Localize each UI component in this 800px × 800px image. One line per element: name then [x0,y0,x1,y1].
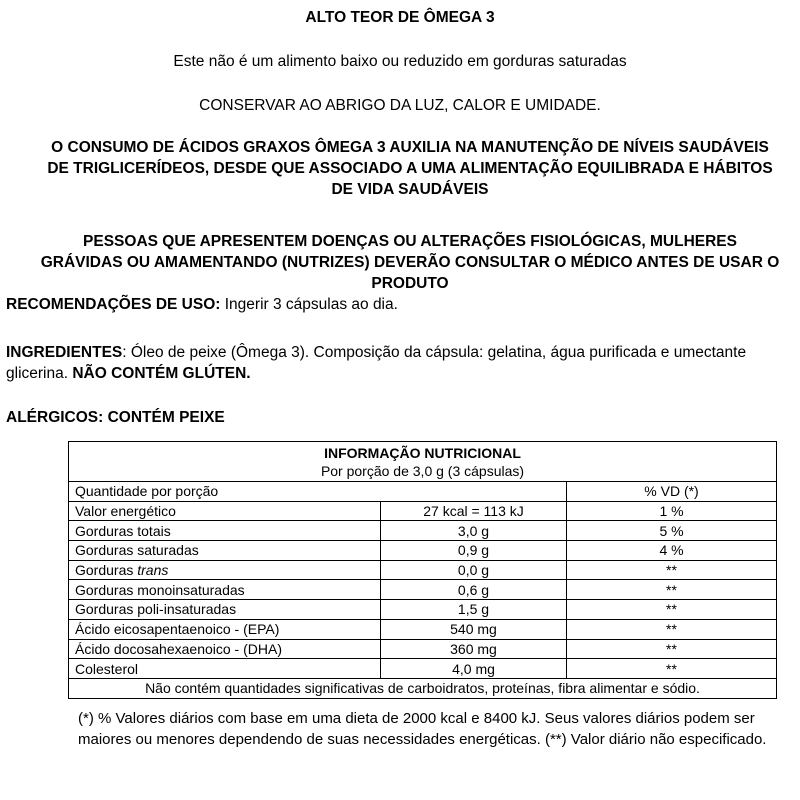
nutrient-name: Ácido eicosapentaenoico - (EPA) [69,619,381,639]
ingredients [6,342,796,384]
nutrient-name: Gorduras poli-insaturadas [69,600,381,620]
usage-text: Ingerir 3 cápsulas ao dia. [220,296,398,313]
ingredients-label: INGREDIENTES [6,344,123,361]
nutrient-vd: ** [567,580,777,600]
nutrient-name: Colesterol [69,659,381,679]
nutrient-vd: ** [567,659,777,679]
table-row [69,600,777,620]
nutrient-vd: 1 % [567,501,777,521]
header-vd: % VD (*) [567,482,777,502]
allergens: ALÉRGICOS: CONTÉM PEIXE [6,409,225,426]
nutrient-vd: ** [567,619,777,639]
table-row [69,619,777,639]
table-header-row [69,482,777,502]
serving-size: Por porção de 3,0 g (3 cápsulas) [320,463,525,479]
table-row [69,560,777,580]
nutrition-table-header [68,441,777,481]
title-high-omega3: ALTO TEOR DE ÔMEGA 3 [305,9,495,26]
nutrient-name: Ácido docosahexaenoico - (DHA) [69,639,381,659]
storage-instructions: CONSERVAR AO ABRIGO DA LUZ, CALOR E UMIDADE. [199,97,601,114]
table-footer-row [69,678,777,698]
nutrient-name: Gorduras monoinsaturadas [69,580,381,600]
nutrient-name: Gorduras saturadas [69,541,381,561]
table-row [69,639,777,659]
nutrient-amount: 1,5 g [381,600,567,620]
nutrient-amount: 4,0 mg [381,659,567,679]
nutrient-amount: 3,0 g [381,521,567,541]
nutrient-vd: ** [567,560,777,580]
nutrient-vd: 4 % [567,541,777,561]
table-row [69,580,777,600]
usage-recommendation [6,294,796,315]
usage-label: RECOMENDAÇÕES DE USO: [6,296,221,313]
ingredients-text: : Óleo de peixe (Ômega 3). Composição da cápsula: gelatina, água purificada e umectante glicerina. [6,344,747,382]
footnote: (*) % Valores diários com base em uma dieta de 2000 kcal e 8400 kJ. Seus valores diários podem ser maiores ou menores dependendo de suas necessidades energéticas. (**) Valor diário não especificado. [78,710,767,748]
nutrient-vd: 5 % [567,521,777,541]
header-quantity: Quantidade por porção [69,482,567,502]
nutrient-amount: 540 mg [381,619,567,639]
nutrient-amount: 0,0 g [381,560,567,580]
health-claim: O CONSUMO DE ÁCIDOS GRAXOS ÔMEGA 3 AUXILIA NA MANUTENÇÃO DE NÍVEIS SAUDÁVEIS DE TRIGLICERÍDEOS, DESDE QUE ASSOCIADO A UMA ALIMENTAÇÃO EQUILIBRADA E HÁBITOS DE VIDA SAUDÁVEIS [47,139,773,198]
nutrient-vd: ** [567,600,777,620]
nutrient-amount: 0,9 g [381,541,567,561]
medical-warning: PESSOAS QUE APRESENTEM DOENÇAS OU ALTERAÇÕES FISIOLÓGICAS, MULHERES GRÁVIDAS OU AMAMENTANDO (NUTRIZES) DEVERÃO CONSULTAR O MÉDICO ANTES DE USAR O PRODUTO [40,233,780,292]
nutrient-amount: 0,6 g [381,580,567,600]
nutrient-name: Gorduras trans [69,560,381,580]
not-significant-note: Não contém quantidades significativas de carboidratos, proteínas, fibra alimentar e sódio. [69,678,777,698]
nutrient-amount: 27 kcal = 113 kJ [381,501,567,521]
nutrition-table [68,481,777,699]
table-row [69,501,777,521]
nutrient-name: Gorduras totais [69,521,381,541]
nutrient-name: Valor energético [69,501,381,521]
gluten-statement: NÃO CONTÉM GLÚTEN. [72,365,251,382]
nutrition-facts-table [68,441,777,699]
nutrient-amount: 360 mg [381,639,567,659]
low-fat-disclaimer: Este não é um alimento baixo ou reduzido em gorduras saturadas [173,53,627,70]
table-row [69,521,777,541]
nutrition-title: INFORMAÇÃO NUTRICIONAL [324,445,521,461]
table-row [69,659,777,679]
table-row [69,541,777,561]
nutrient-vd: ** [567,639,777,659]
